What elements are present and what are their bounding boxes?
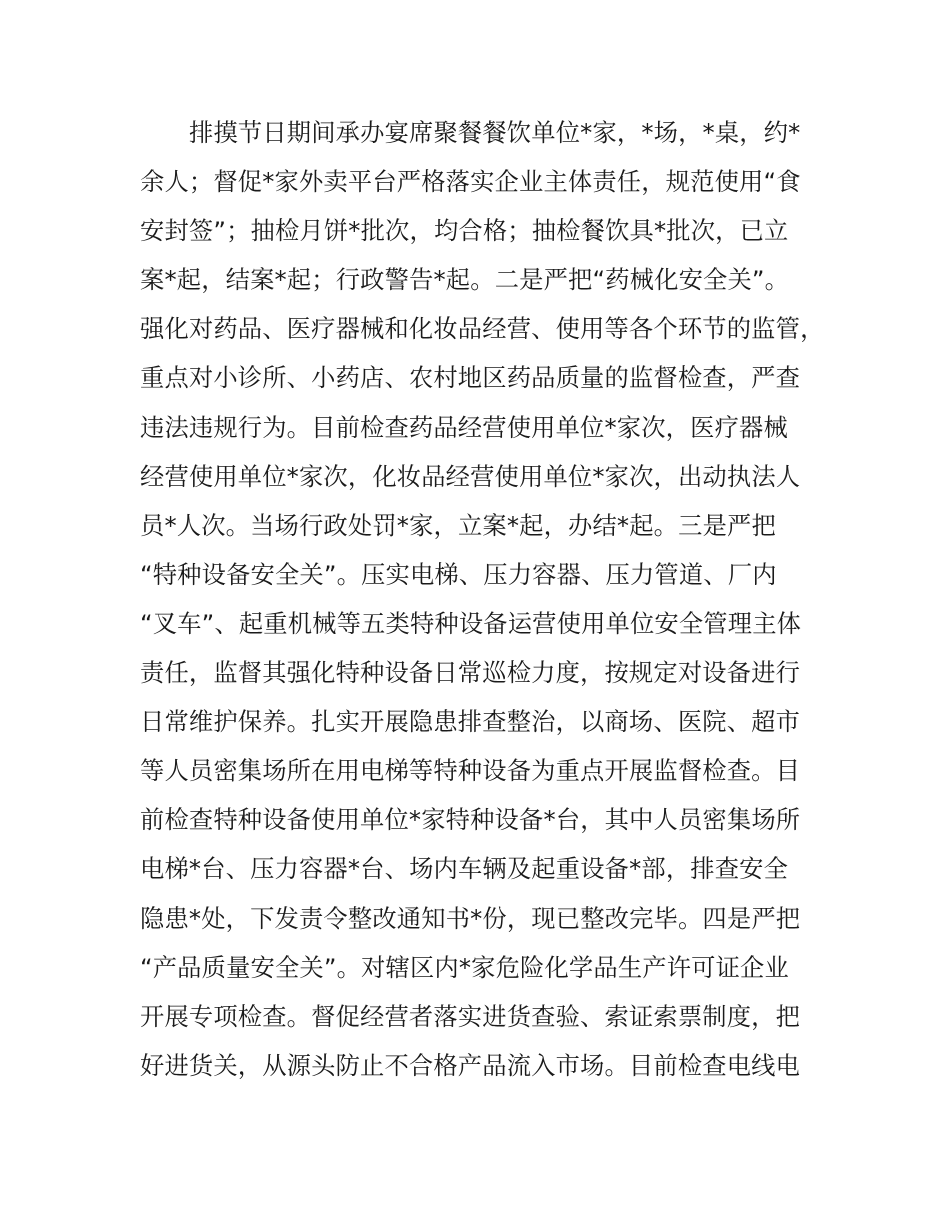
- text-line: “特种设备安全关”。压实电梯、压力容器、压力管道、厂内: [140, 559, 777, 589]
- text-line: 开展专项检查。督促经营者落实进货查验、索证索票制度，把: [140, 1001, 801, 1031]
- text-line: “叉车”、起重机械等五类特种设备运营使用单位安全管理主体: [140, 608, 802, 638]
- text-line: 日常维护保养。扎实开展隐患排查整治，以商场、医院、超市: [140, 707, 801, 737]
- text-line: 电梯*台、压力容器*台、场内车辆及起重设备*部，排查安全: [140, 854, 789, 884]
- text-line: 隐患*处，下发责令整改通知书*份，现已整改完毕。四是严把: [140, 903, 801, 933]
- text-line: 经营使用单位*家次，化妆品经营使用单位*家次，出动执法人: [140, 461, 801, 491]
- text-line: 案*起，结案*起；行政警告*起。二是严把“药械化安全关”。: [140, 265, 790, 295]
- text-line: 责任，监督其强化特种设备日常巡检力度，按规定对设备进行: [140, 658, 801, 688]
- text-line: 前检查特种设备使用单位*家特种设备*台，其中人员密集场所: [140, 805, 801, 835]
- text-line: 安封签”；抽检月饼*批次，均合格；抽检餐饮具*批次，已立: [140, 216, 789, 246]
- text-line: 好进货关，从源头防止不合格产品流入市场。目前检查电线电: [140, 1050, 801, 1080]
- text-line: 员*人次。当场行政处罚*家，立案*起，办结*起。三是严把: [140, 510, 776, 540]
- text-line: 排摸节日期间承办宴席聚餐餐饮单位*家，*场，*桌，约*: [189, 118, 801, 147]
- text-line: “产品质量安全关”。对辖区内*家危险化学品生产许可证企业: [140, 952, 789, 982]
- text-line: 强化对药品、医疗器械和化妆品经营、使用等各个环节的监管，: [140, 314, 825, 344]
- text-line: 违法违规行为。目前检查药品经营使用单位*家次，医疗器械: [140, 412, 788, 442]
- body-paragraph: [140, 108, 830, 1090]
- text-line: 等人员密集场所在用电梯等特种设备为重点开展监督检查。目: [140, 756, 801, 786]
- text-line: 余人；督促*家外卖平台严格落实企业主体责任，规范使用“食: [140, 167, 801, 197]
- text-line: 重点对小诊所、小药店、农村地区药品质量的监督检查，严查: [140, 363, 801, 393]
